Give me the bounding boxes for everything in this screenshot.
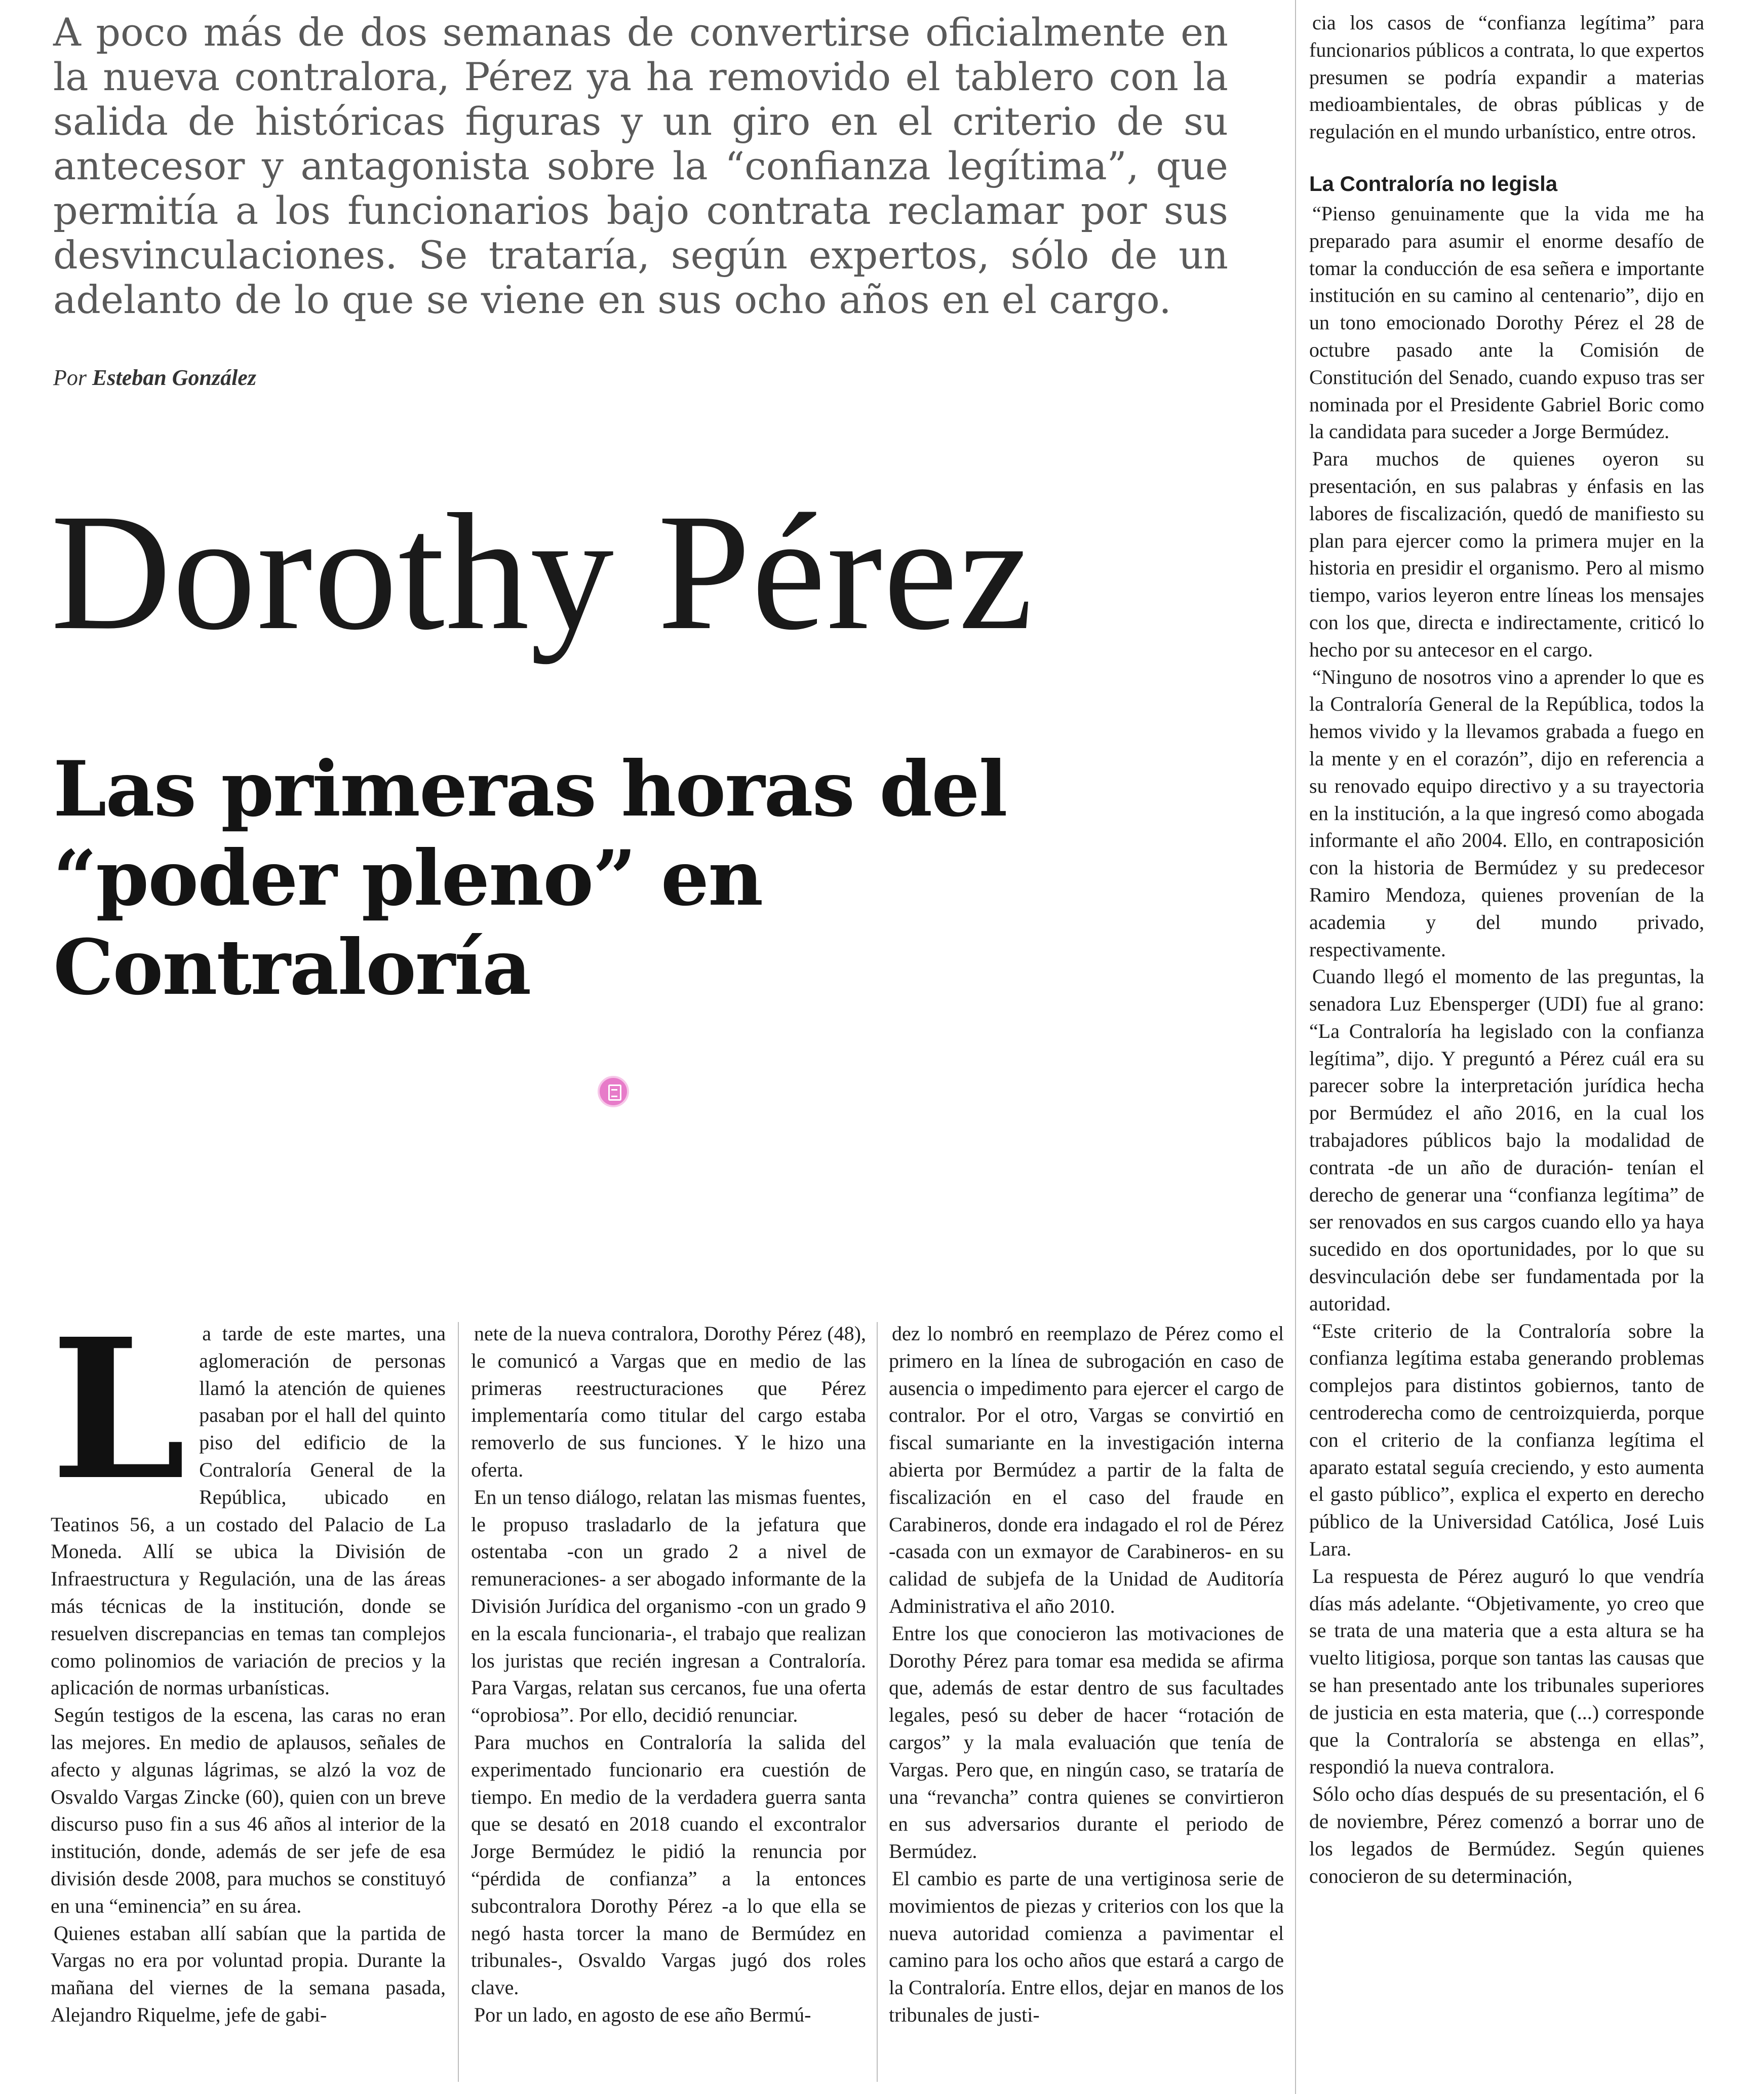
paragraph: dez lo nombró en reemplazo de Pérez como el primero en la línea de subrogación en caso de ausencia o impedimento para ejercer el cargo de contralor. Por el otro, Vargas se convirtió en fiscal sumariante en la investigación interna abierta por Bermúdez a partir de la falta de fiscalización en el caso del fraude en Carabineros, donde era indagado el rol de Pérez -casada con un exmayor de Carabineros- en su calidad de subjefa de la Unidad de Auditoría Administrativa el año 2010. xyxy=(889,1322,1284,1617)
paragraph: Para muchos de quienes oyeron su presentación, en sus palabras y énfasis en las labores de fiscalización, quedó de manifiesto su plan para ejercer como la primera mujer en la historia en presidir el organismo. Pero al mismo tiempo, varios leyeron entre líneas los mensajes con los que, directa e indirectamente, criticó lo hecho por su antecesor en el cargo. xyxy=(1309,447,1704,661)
paragraph: Sólo ocho días después de su presentación, el 6 de noviembre, Pérez comenzó a borrar uno de los legados de Bermúdez. Según quienes conocieron de su determinación, xyxy=(1309,1782,1704,1887)
article-column-2 xyxy=(471,1320,866,2080)
section-subhead: La Contraloría no legisla xyxy=(1309,171,1558,196)
paragraph: cia los casos de “confianza legítima” para funcionarios públicos a contrata, lo que expertos presumen se podría expandir a materias medioambientales, de obras públicas y de regulación en el mundo urbanístico, entre otros. xyxy=(1309,11,1704,143)
article-lede: A poco más de dos semanas de convertirse oficialmente en la nueva contralora, Pérez ya ha removido el tablero con la salida de históricas figuras y un giro en el criterio de su antecesor y antagonista sobre la “confianza legítima”, que permitía a los funcionarios bajo contrata reclamar por sus desvinculaciones. Se trataría, según expertos, sólo de un adelanto de lo que se viene en sus ocho años en el cargo. xyxy=(53,10,1228,322)
paragraph: El cambio es parte de una vertiginosa serie de movimientos de piezas y criterios con los que la nueva autoridad comienza a pavimentar el camino para los ocho años que estará a cargo de la Contraloría. Entre ellos, dejar en manos de los tribunales de justi- xyxy=(889,1867,1284,2026)
headline-line-1: Las primeras horas del xyxy=(53,745,1007,834)
paragraph: Para muchos en Contraloría la salida del experimentado funcionario era cuestión de tiempo. En medio de la verdadera guerra santa que se desató en 2018 cuando el excontralor Jorge Bermúdez le pidió la renuncia por “pérdida de confianza” a la entonces subcontralora Dorothy Pérez -a lo que ella se negó hasta torcer la mano de Bermúdez en tribunales-, Osvaldo Vargas jugó dos roles clave. xyxy=(471,1730,866,1999)
byline-author: Esteban González xyxy=(92,365,256,390)
article-column-4 xyxy=(1309,9,1704,2081)
headline-line-2: “poder pleno” en Contraloría xyxy=(53,834,763,1012)
paragraph: a tarde de este martes, una aglomeración de personas llamó la atención de quienes pasaban por el hall del quinto piso del edificio de la Contraloría General de la República, ubicado en Teatinos 56, a un costado del Palacio de La Moneda. Allí se ubica la División de Infraestructura y Regulación, una de las áreas más técnicas de la institución, donde se resuelven discrepancias en temas tan complejos como polinomios de variación de precios y la aplicación de normas urbanísticas. xyxy=(51,1322,446,1699)
paragraph: Según testigos de la escena, las caras no eran las mejores. En medio de aplausos, señales de afecto y algunas lágrimas, se alzó la voz de Osvaldo Vargas Zincke (60), quien con un breve discurso puso fin a sus 46 años al interior de la institución, donde, además de ser jefe de esa división desde 2008, para muchos se constituyó en una “eminencia” en su área. xyxy=(51,1703,446,1917)
byline xyxy=(53,364,256,392)
article-headline xyxy=(53,745,1238,1012)
paragraph: Cuando llegó el momento de las preguntas, la senadora Luz Ebensperger (UDI) fue al grano: “La Contraloría ha legislado con la confianza legítima”, dijo. Y preguntó a Pérez cuál era su parecer sobre la interpretación jurídica hecha por Bermúdez el año 2016, en la cual los trabajadores públicos bajo la modalidad de contrata -de un año de duración- tenían el derecho de generar una “confianza legítima” de ser renovados en sus cargos cuando ello ya haya sucedido en dos oportunidades, por lo que su desvinculación debe ser fundamentada por la autoridad. xyxy=(1309,965,1704,1315)
column-divider xyxy=(458,1322,459,2082)
column-divider xyxy=(877,1322,878,2082)
name-title: Dorothy Pérez xyxy=(51,480,1034,665)
paragraph: Quienes estaban allí sabían que la partida de Vargas no era por voluntad propia. Durante la mañana del viernes de la semana pasada, Alejandro Riquelme, jefe de gabi- xyxy=(51,1921,446,2026)
paragraph: “Ninguno de nosotros vino a aprender lo que es la Contraloría General de la República, todos la hemos vivido y la llevamos grabada a fuego en la mente y en el corazón”, dijo en referencia a su renovado equipo directivo y a su trayectoria en la institución, a la que ingresó como abogada informante el año 2004. Ello, en contraposición con la historia de Bermúdez y su predecesor Ramiro Mendoza, quienes provenían de la academia y del mundo privado, respectivamente. xyxy=(1309,665,1704,961)
paragraph: Por un lado, en agosto de ese año Bermú- xyxy=(474,2003,811,2026)
article-column-3 xyxy=(889,1320,1284,2080)
byline-prefix: Por xyxy=(53,365,87,390)
paragraph: La respuesta de Pérez auguró lo que vendría días más adelante. “Objetivamente, yo creo que se trata de una materia que a esta altura se ha vuelto litigiosa, porque son tantas las causas que se han presentado ante los tribunales superiores de justicia en esta materia, que (...) corresponde que la Contraloría se abstenga en ellas”, respondió la nueva contralora. xyxy=(1309,1564,1704,1778)
paragraph: “Pienso genuinamente que la vida me ha preparado para asumir el enorme desafío de tomar la conducción de esa señera e importante institución en su camino al centenario”, dijo en un tono emocionado Dorothy Pérez el 28 de octubre pasado ante la Comisión de Constitución del Senado, cuando expuso tras ser nominada por el Presidente Gabriel Boric como la candidata para suceder a Jorge Bermúdez. xyxy=(1309,202,1704,443)
paragraph: En un tenso diálogo, relatan las mismas fuentes, le propuso trasladarlo de la jefatura que ostentaba -con un grado 2 a nivel de remuneraciones- a ser abogado informante de la División Jurídica del organismo -con un grado 9 en la escala funcionaria-, el trabajo que realizan los juristas que recién ingresan a Contraloría. Para Vargas, relatan sus cercanos, fue una oferta “oprobiosa”. Por ello, decidió renunciar. xyxy=(471,1485,866,1727)
paragraph: “Este criterio de la Contraloría sobre la confianza legítima estaba generando problemas complejos para distintos gobiernos, tanto de centroderecha como de centroizquierda, porque con el criterio de la confianza legítima el aparato estatal seguía creciendo, y esto aumenta el gasto público”, explica el experto en derecho público de la Universidad Católica, José Luis Lara. xyxy=(1309,1319,1704,1561)
column-divider xyxy=(1295,0,1296,2094)
drop-cap: L xyxy=(51,1320,186,1523)
paragraph: nete de la nueva contralora, Dorothy Pérez (48), le comunicó a Vargas que en medio de las primeras reestructuraciones que Pérez implementaría como titular del cargo estaba removerlo de sus funciones. Y le hizo una oferta. xyxy=(471,1322,866,1481)
annotation-marker-icon[interactable] xyxy=(598,1076,629,1107)
paragraph: Entre los que conocieron las motivaciones de Dorothy Pérez para tomar esa medida se afirma que, además de estar dentro de sus facultades legales, pesó su deber de hacer “rotación de cargos” y la mala evaluación que tenía de Vargas. Pero que, en ningún caso, se trataría de una “revancha” contra quienes se convirtieron en sus adversarios durante el periodo de Bermúdez. xyxy=(889,1621,1284,1863)
article-column-1 xyxy=(51,1320,446,2080)
